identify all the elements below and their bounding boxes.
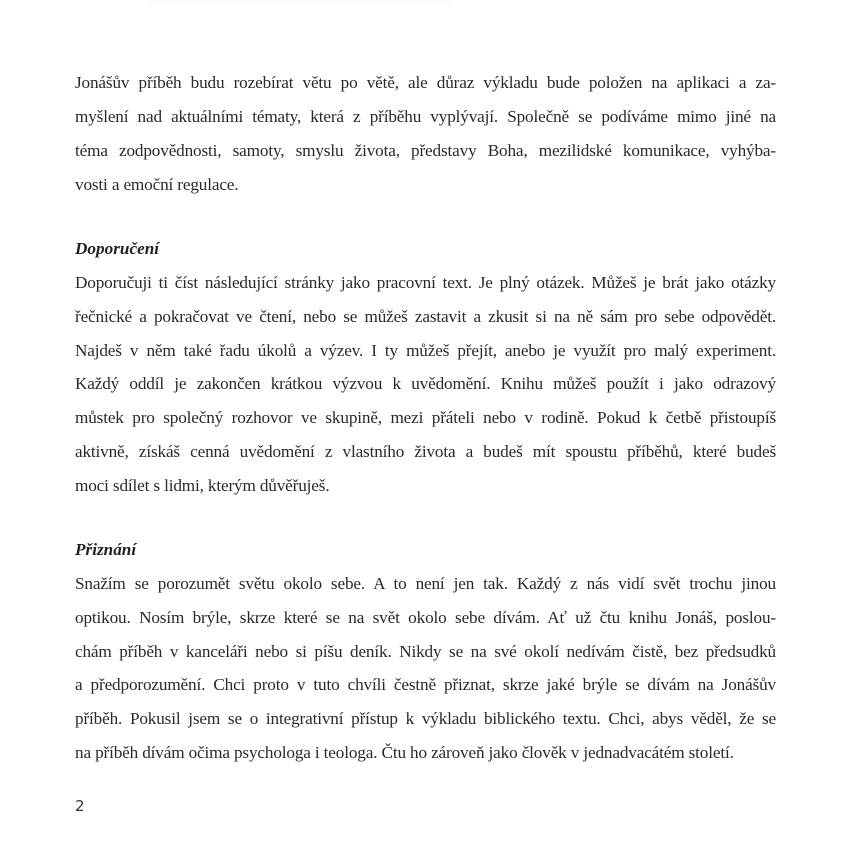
text-line: téma zodpovědnosti, samoty, smyslu života, představy Boha, mezilidské komunikace, vyhýba- [75,141,776,160]
text-line: Jonášův příběh budu rozebírat větu po větě, ale důraz výkladu bude položen na aplikaci a za- [75,73,776,92]
text-line: optikou. Nosím brýle, skrze které se na svět okolo sebe dívám. Ať už čtu knihu Jonáš, poslou- [75,608,776,627]
text-line: příběh. Pokusil jsem se o integrativní přístup k výkladu biblického textu. Chci, abys věděl, že se [75,709,776,728]
text-line: Doporučuji ti číst následující stránky jako pracovní text. Je plný otázek. Můžeš je brát jako otázky [75,273,776,292]
text-line: můstek pro společný rozhovor ve skupině, mezi přáteli nebo v rodině. Pokud k četbě přistoupíš [75,408,776,427]
text-line: na příběh dívám očima psychologa i teologa. Čtu ho zároveň jako člověk v jednadvacátém století. [75,743,734,762]
text-line: vosti a emoční regulace. [75,175,239,194]
text-line: moci sdílet s lidmi, kterým důvěřuješ. [75,476,330,495]
section-heading: Přiznání [75,540,137,559]
text-line: řečnické a pokračovat ve čtení, nebo se můžeš zastavit a zkusit si na ně sám pro sebe odpovědět. [75,307,776,326]
section-heading: Doporučení [75,239,160,258]
paper-show-through [150,0,450,6]
text-line: myšlení nad aktuálními tématy, která z příběhu vyplývají. Společně se podíváme mimo jiné na [75,107,776,126]
page-number: 2 [75,797,85,815]
text-line: Najdeš v něm také řadu úkolů a výzev. I ty můžeš přejít, anebo je využít pro malý experiment. [75,341,776,360]
text-line: chám příběh v kanceláři nebo si píšu deník. Nikdy se na své okolí nedívám čistě, bez předsudků [75,642,776,661]
text-line: aktivně, získáš cenná uvědomění z vlastního života a budeš mít spoustu příběhů, které budeš [75,442,776,461]
text-line: Každý oddíl je zakončen krátkou výzvou k uvědomění. Knihu můžeš použít i jako odrazový [75,374,776,393]
text-line: Snažím se porozumět světu okolo sebe. A to není jen tak. Každý z nás vidí svět trochu jinou [75,574,776,593]
text-line: a předporozumění. Chci proto v tuto chvíli čestně přiznat, skrze jaké brýle se dívám na Jonášův [75,675,776,694]
